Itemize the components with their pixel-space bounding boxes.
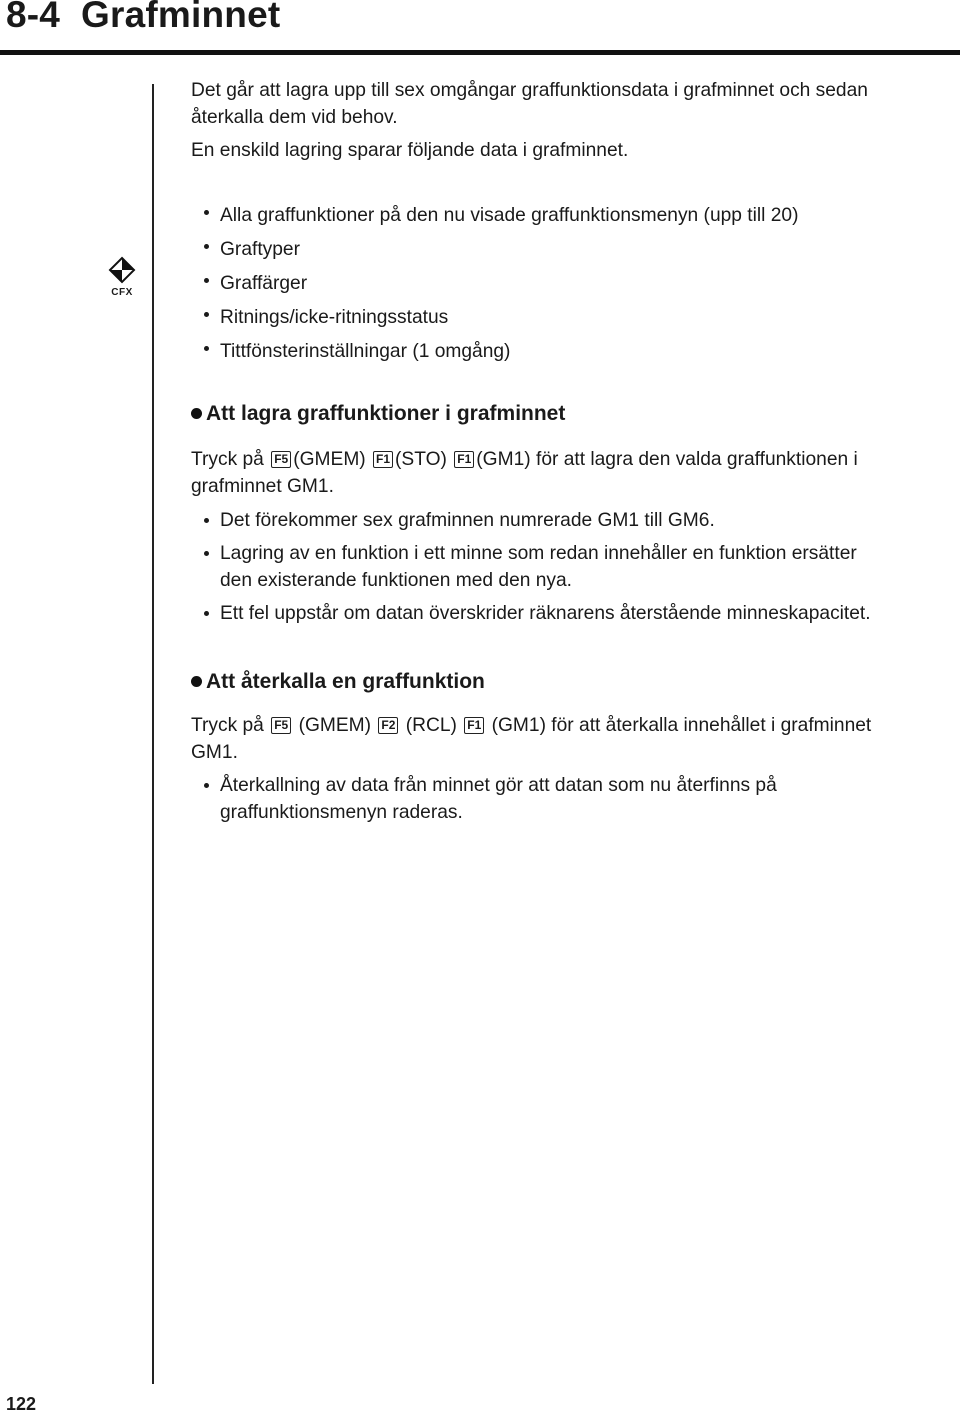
instruction-line: GM1.: [191, 742, 238, 763]
margin-rule: [152, 84, 154, 1384]
instruction-text: (GMEM): [293, 449, 366, 470]
list-item-continuation: graffunktionsmenyn raderas.: [220, 802, 463, 823]
page-number: 122: [6, 1394, 37, 1414]
list-item: Alla graffunktioner på den nu visade graffunktionsmenyn (upp till 20): [191, 199, 951, 233]
instruction-prefix: Tryck på: [191, 449, 264, 470]
page-title: [6, 0, 280, 36]
instruction-text: (GMEM): [298, 715, 372, 736]
instruction-text: (STO): [395, 449, 447, 470]
intro-bullet-list: [191, 199, 951, 369]
list-item: Tittfönsterinställningar (1 omgång): [191, 335, 951, 369]
intro-line: Det går att lagra upp till sex omgångar graffunktionsdata i grafminnet och sedan: [191, 80, 868, 101]
intro-line: En enskild lagring sparar följande data i grafminnet.: [191, 140, 629, 161]
f1-key-icon: F1: [454, 451, 474, 468]
list-item: Lagring av en funktion i ett minne som redan innehåller en funktion ersätter: [191, 540, 951, 567]
header-rule: [0, 50, 960, 55]
instruction-line: [191, 712, 951, 739]
list-item-continuation: den existerande funktionen med den nya.: [220, 570, 573, 591]
store-heading: [191, 402, 565, 426]
instruction-text: (GM1) för att lagra den valda graffunktionen i: [476, 449, 858, 470]
heading-bullet-icon: [191, 408, 202, 419]
store-heading-text: Att lagra graffunktioner i grafminnet: [206, 402, 566, 425]
instruction-text: (GM1) för att återkalla innehållet i grafminnet: [491, 715, 872, 736]
section-title: Grafminnet: [81, 0, 281, 35]
list-item: Graftyper: [191, 233, 951, 267]
f2-key-icon: F2: [378, 717, 398, 734]
instruction-text: (RCL): [405, 715, 457, 736]
intro-paragraph: [191, 77, 951, 164]
instruction-line: grafminnet GM1.: [191, 476, 334, 497]
store-bullet-list: [191, 507, 951, 627]
recall-heading: [191, 670, 485, 694]
f5-key-icon: F5: [271, 451, 291, 468]
recall-instruction: [191, 712, 951, 766]
instruction-line: [191, 446, 951, 473]
recall-bullet-list: [191, 772, 951, 826]
list-item: Ritnings/icke-ritningsstatus: [191, 301, 951, 335]
list-item: Graffärger: [191, 267, 951, 301]
heading-bullet-icon: [191, 676, 202, 687]
store-instruction: [191, 446, 951, 500]
list-item: Ett fel uppstår om datan överskrider räknarens återstående minneskapacitet.: [191, 600, 951, 627]
section-number: 8-4: [6, 0, 61, 35]
intro-line: återkalla dem vid behov.: [191, 107, 398, 128]
list-item: Det förekommer sex grafminnen numrerade GM1 till GM6.: [191, 507, 951, 534]
instruction-prefix: Tryck på: [191, 715, 264, 736]
f1-key-icon: F1: [464, 717, 484, 734]
cfx-label: CFX: [111, 287, 133, 298]
f5-key-icon: F5: [271, 717, 291, 734]
list-item: Återkallning av data från minnet gör att datan som nu återfinns på: [191, 772, 951, 799]
f1-key-icon: F1: [373, 451, 393, 468]
recall-heading-text: Att återkalla en graffunktion: [206, 670, 485, 693]
